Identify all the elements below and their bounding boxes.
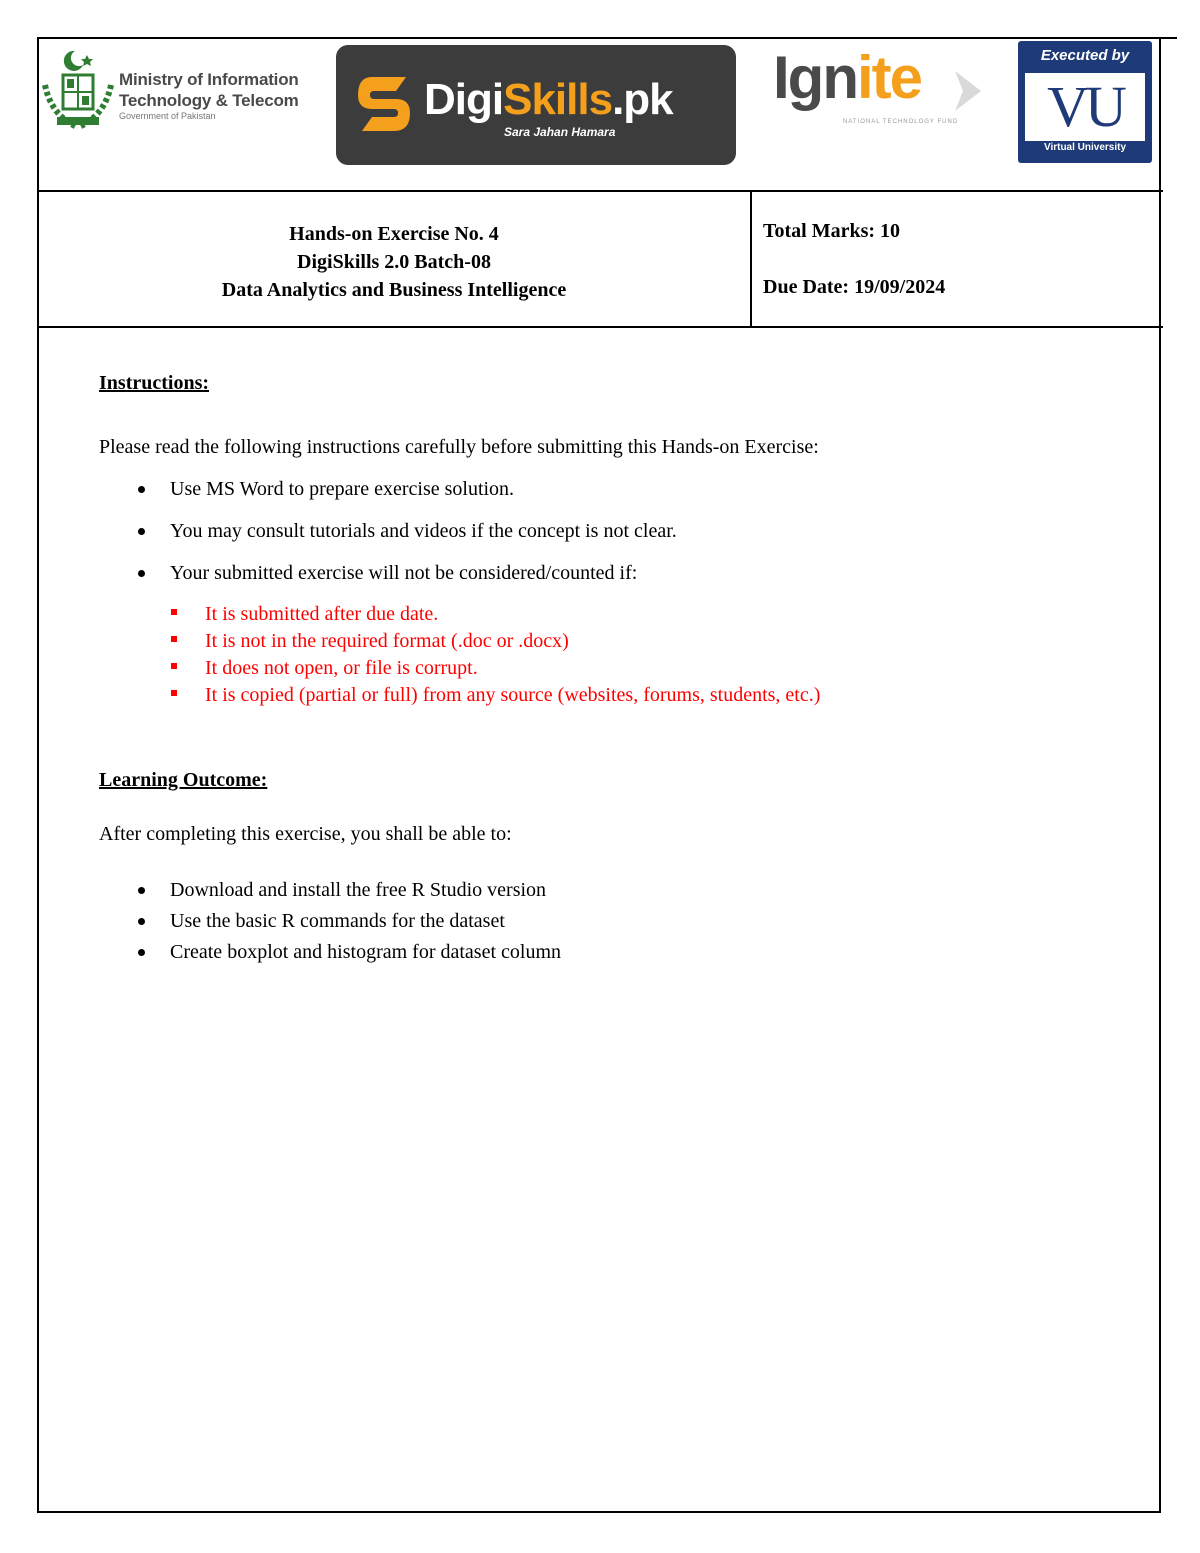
- ignite-logo: [769, 44, 989, 129]
- digiskills-wordmark: [424, 75, 673, 125]
- list-item: [99, 682, 1119, 709]
- square-bullet-icon: [171, 690, 177, 696]
- document-body: [99, 370, 1119, 965]
- header-rule-top: [37, 190, 1163, 192]
- list-item: [99, 877, 1119, 903]
- vu-logo: [1018, 41, 1152, 163]
- bullet-icon: [138, 887, 145, 894]
- digiskills-logo: [336, 45, 736, 165]
- vu-letters: VU: [1047, 74, 1123, 139]
- outcome-text: Download and install the free R Studio version: [170, 879, 547, 901]
- vu-executed-by: Executed by: [1040, 47, 1130, 64]
- ignite-wordmark: [773, 43, 921, 112]
- bullet-icon: [138, 528, 145, 535]
- ministry-line3: Government of Pakistan: [119, 111, 216, 121]
- header-divider: [750, 190, 752, 327]
- disqualification-list: [99, 601, 1119, 709]
- ministry-line2: Technology & Telecom: [119, 91, 299, 110]
- header-rule-bottom: [37, 326, 1163, 328]
- vu-footer: Virtual University: [1025, 141, 1145, 155]
- ministry-line1: Ministry of Information: [119, 70, 299, 89]
- ignite-subtitle: NATIONAL TECHNOLOGY FUND: [843, 119, 959, 125]
- digiskills-name-part2: Skills: [503, 75, 613, 124]
- list-item: [99, 628, 1119, 655]
- exercise-title: Hands-on Exercise No. 4: [289, 223, 499, 245]
- condition-text: It is not in the required format (.doc or .docx): [205, 630, 569, 652]
- ignite-arrow-icon: [955, 71, 981, 111]
- digiskills-name-part3: .pk: [612, 75, 673, 124]
- ignite-word-part2: ite: [856, 44, 922, 111]
- learning-outcome-intro: After completing this exercise, you shall be able to:: [99, 823, 512, 845]
- ignite-word-part1: Ign: [773, 44, 857, 111]
- batch-label: DigiSkills 2.0 Batch-08: [297, 251, 491, 273]
- condition-text: It is submitted after due date.: [205, 603, 439, 625]
- outcome-text: Use the basic R commands for the dataset: [170, 910, 505, 932]
- list-item: [99, 908, 1119, 934]
- total-marks: Total Marks: 10: [763, 220, 901, 242]
- ministry-logo: [39, 45, 339, 145]
- due-date: Due Date: 19/09/2024: [763, 276, 946, 298]
- course-title: Data Analytics and Business Intelligence: [221, 279, 567, 301]
- outcome-text: Create boxplot and histogram for dataset column: [170, 941, 562, 963]
- list-item: [99, 476, 1119, 502]
- square-bullet-icon: [171, 663, 177, 669]
- list-item: [99, 601, 1119, 628]
- digiskills-s-icon: [358, 73, 416, 135]
- bullet-icon: [138, 918, 145, 925]
- bullet-icon: [138, 570, 145, 577]
- list-item: [99, 939, 1119, 965]
- instructions-list: [99, 476, 1119, 586]
- learning-outcome-heading: Learning Outcome:: [99, 769, 268, 791]
- list-item: [99, 560, 1119, 586]
- square-bullet-icon: [171, 609, 177, 615]
- instructions-heading: Instructions:: [99, 372, 210, 394]
- digiskills-name-part1: Digi: [424, 75, 504, 124]
- condition-text: It is copied (partial or full) from any source (websites, forums, students, etc.): [205, 684, 821, 706]
- learning-outcome-list: [99, 877, 1119, 965]
- bullet-icon: [138, 486, 145, 493]
- instructions-intro: Please read the following instructions carefully before submitting this Hands-on Exercise:: [99, 436, 819, 458]
- condition-text: It does not open, or file is corrupt.: [205, 657, 478, 679]
- square-bullet-icon: [171, 636, 177, 642]
- list-item: [99, 655, 1119, 682]
- bullet-icon: [138, 949, 145, 956]
- list-item: [99, 518, 1119, 544]
- logo-row: [39, 39, 1159, 189]
- instruction-text: You may consult tutorials and videos if the concept is not clear.: [170, 520, 677, 542]
- instruction-text: Your submitted exercise will not be considered/counted if:: [170, 562, 638, 584]
- vu-mark-box: [1025, 73, 1145, 155]
- exercise-info: [39, 220, 749, 304]
- instruction-text: Use MS Word to prepare exercise solution.: [170, 478, 515, 500]
- pakistan-emblem-icon: [39, 45, 117, 135]
- digiskills-tagline: Sara Jahan Hamara: [504, 125, 616, 139]
